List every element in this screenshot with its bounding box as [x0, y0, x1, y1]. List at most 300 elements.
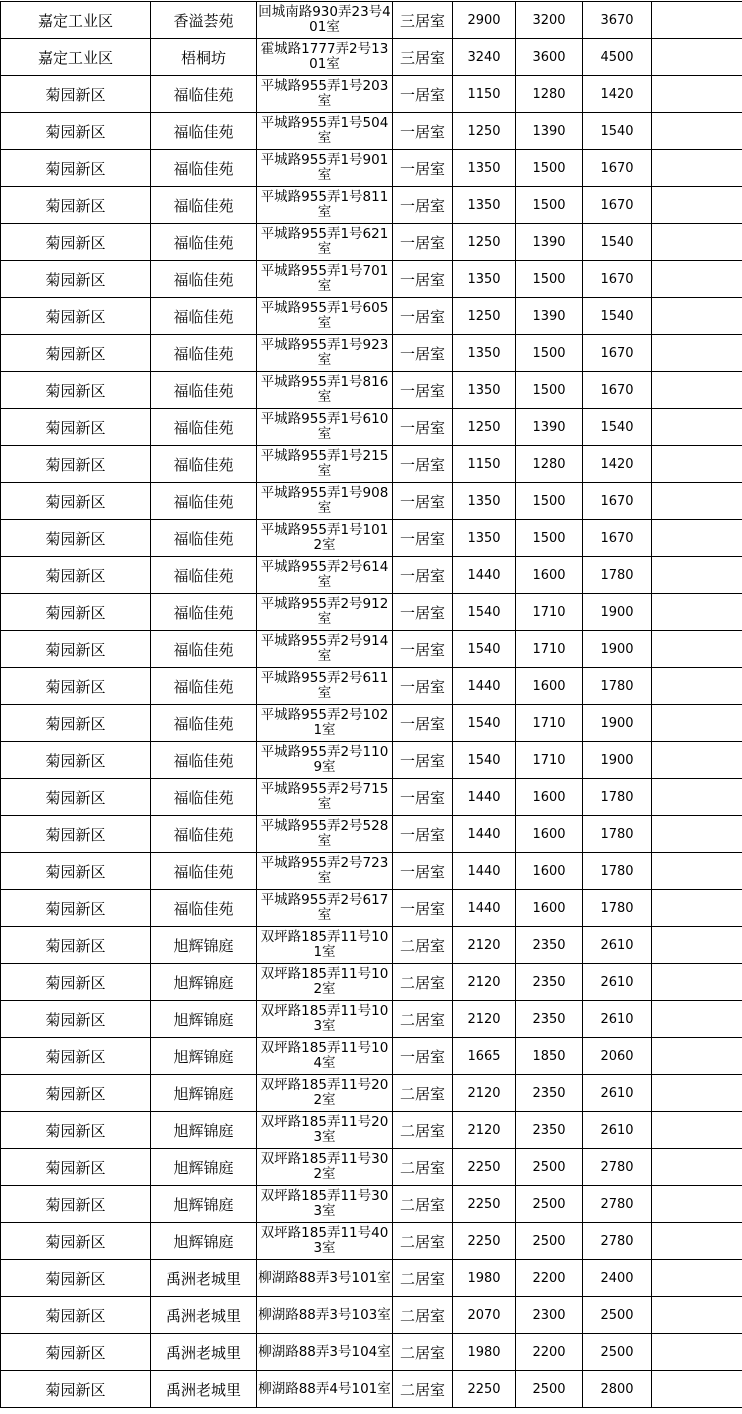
address-cell: 平城路955弄1号215室: [257, 446, 393, 483]
community-cell: 福临佳苑: [151, 187, 257, 224]
layout-cell: 二居室: [393, 1297, 453, 1334]
layout-cell: 一居室: [393, 150, 453, 187]
table-row: [1, 298, 742, 335]
community-cell: 福临佳苑: [151, 557, 257, 594]
empty-cell: [652, 890, 742, 927]
price-low-cell: 2250: [453, 1223, 516, 1260]
price-low-cell: 1980: [453, 1334, 516, 1371]
community-cell: 福临佳苑: [151, 705, 257, 742]
layout-cell: 一居室: [393, 483, 453, 520]
community-cell: 香溢荟苑: [151, 2, 257, 39]
area-cell: 菊园新区: [1, 187, 151, 224]
community-cell: 旭辉锦庭: [151, 964, 257, 1001]
layout-cell: 二居室: [393, 1186, 453, 1223]
empty-cell: [652, 927, 742, 964]
area-cell: 嘉定工业区: [1, 39, 151, 76]
empty-cell: [652, 557, 742, 594]
layout-cell: 二居室: [393, 1223, 453, 1260]
address-cell: 双坪路185弄11号202室: [257, 1075, 393, 1112]
area-cell: 菊园新区: [1, 927, 151, 964]
community-cell: 禹洲老城里: [151, 1260, 257, 1297]
empty-cell: [652, 39, 742, 76]
empty-cell: [652, 483, 742, 520]
empty-cell: [652, 2, 742, 39]
community-cell: 禹洲老城里: [151, 1297, 257, 1334]
area-cell: 菊园新区: [1, 1297, 151, 1334]
area-cell: 菊园新区: [1, 1371, 151, 1408]
address-cell: 双坪路185弄11号303室: [257, 1186, 393, 1223]
table-row: [1, 187, 742, 224]
price-low-cell: 1150: [453, 76, 516, 113]
table-row: [1, 150, 742, 187]
area-cell: 菊园新区: [1, 1260, 151, 1297]
price-high-cell: 1780: [583, 890, 652, 927]
price-high-cell: 2500: [583, 1334, 652, 1371]
price-high-cell: 2610: [583, 927, 652, 964]
address-cell: 双坪路185弄11号302室: [257, 1149, 393, 1186]
table-row: [1, 927, 742, 964]
layout-cell: 二居室: [393, 1371, 453, 1408]
layout-cell: 一居室: [393, 446, 453, 483]
address-cell: 双坪路185弄11号203室: [257, 1112, 393, 1149]
layout-cell: 一居室: [393, 853, 453, 890]
price-mid-cell: 3200: [516, 2, 583, 39]
address-cell: 双坪路185弄11号101室: [257, 927, 393, 964]
area-cell: 菊园新区: [1, 964, 151, 1001]
table-row: [1, 409, 742, 446]
empty-cell: [652, 298, 742, 335]
table-row: [1, 1186, 742, 1223]
empty-cell: [652, 409, 742, 446]
price-low-cell: 2120: [453, 1075, 516, 1112]
community-cell: 禹洲老城里: [151, 1371, 257, 1408]
price-high-cell: 1540: [583, 113, 652, 150]
table-row: [1, 742, 742, 779]
price-low-cell: 1350: [453, 520, 516, 557]
price-low-cell: 1440: [453, 779, 516, 816]
empty-cell: [652, 187, 742, 224]
area-cell: 菊园新区: [1, 594, 151, 631]
community-cell: 福临佳苑: [151, 594, 257, 631]
price-low-cell: 2120: [453, 964, 516, 1001]
price-low-cell: 1250: [453, 409, 516, 446]
table-row: [1, 261, 742, 298]
empty-cell: [652, 668, 742, 705]
community-cell: 旭辉锦庭: [151, 1001, 257, 1038]
area-cell: 菊园新区: [1, 298, 151, 335]
community-cell: 福临佳苑: [151, 520, 257, 557]
community-cell: 福临佳苑: [151, 372, 257, 409]
address-cell: 双坪路185弄11号403室: [257, 1223, 393, 1260]
address-cell: 霍城路1777弄2号1301室: [257, 39, 393, 76]
table-row: [1, 779, 742, 816]
price-mid-cell: 2300: [516, 1297, 583, 1334]
price-high-cell: 1780: [583, 557, 652, 594]
table-row: [1, 668, 742, 705]
address-cell: 柳湖路88弄3号104室: [257, 1334, 393, 1371]
price-low-cell: 2120: [453, 1001, 516, 1038]
price-mid-cell: 1390: [516, 113, 583, 150]
price-low-cell: 1440: [453, 668, 516, 705]
table-row: [1, 446, 742, 483]
layout-cell: 二居室: [393, 927, 453, 964]
price-high-cell: 1900: [583, 594, 652, 631]
community-cell: 福临佳苑: [151, 742, 257, 779]
address-cell: 平城路955弄1号908室: [257, 483, 393, 520]
address-cell: 双坪路185弄11号103室: [257, 1001, 393, 1038]
layout-cell: 一居室: [393, 520, 453, 557]
price-low-cell: 2900: [453, 2, 516, 39]
address-cell: 柳湖路88弄3号103室: [257, 1297, 393, 1334]
community-cell: 旭辉锦庭: [151, 1186, 257, 1223]
table-row: [1, 113, 742, 150]
community-cell: 福临佳苑: [151, 335, 257, 372]
community-cell: 福临佳苑: [151, 113, 257, 150]
price-high-cell: 2780: [583, 1223, 652, 1260]
price-mid-cell: 1710: [516, 705, 583, 742]
empty-cell: [652, 816, 742, 853]
community-cell: 旭辉锦庭: [151, 1112, 257, 1149]
address-cell: 平城路955弄2号528室: [257, 816, 393, 853]
table-row: [1, 1149, 742, 1186]
empty-cell: [652, 705, 742, 742]
table-row: [1, 816, 742, 853]
layout-cell: 一居室: [393, 335, 453, 372]
address-cell: 平城路955弄1号203室: [257, 76, 393, 113]
table-row: [1, 557, 742, 594]
price-high-cell: 1780: [583, 816, 652, 853]
area-cell: 菊园新区: [1, 668, 151, 705]
layout-cell: 一居室: [393, 557, 453, 594]
layout-cell: 一居室: [393, 594, 453, 631]
table-row: [1, 1371, 742, 1408]
price-low-cell: 1350: [453, 335, 516, 372]
price-low-cell: 1350: [453, 261, 516, 298]
price-mid-cell: 1390: [516, 224, 583, 261]
community-cell: 福临佳苑: [151, 409, 257, 446]
price-high-cell: 1670: [583, 483, 652, 520]
price-mid-cell: 1500: [516, 335, 583, 372]
area-cell: 菊园新区: [1, 779, 151, 816]
community-cell: 福临佳苑: [151, 446, 257, 483]
price-low-cell: 1665: [453, 1038, 516, 1075]
price-mid-cell: 1500: [516, 261, 583, 298]
price-high-cell: 1900: [583, 705, 652, 742]
price-mid-cell: 2200: [516, 1334, 583, 1371]
area-cell: 菊园新区: [1, 1001, 151, 1038]
price-mid-cell: 3600: [516, 39, 583, 76]
price-mid-cell: 1600: [516, 890, 583, 927]
price-low-cell: 2120: [453, 927, 516, 964]
table-row: [1, 1297, 742, 1334]
area-cell: 菊园新区: [1, 1038, 151, 1075]
area-cell: 菊园新区: [1, 1075, 151, 1112]
price-mid-cell: 1280: [516, 76, 583, 113]
price-mid-cell: 1710: [516, 742, 583, 779]
table-row: [1, 631, 742, 668]
price-high-cell: 2610: [583, 1001, 652, 1038]
empty-cell: [652, 594, 742, 631]
price-low-cell: 2120: [453, 1112, 516, 1149]
price-mid-cell: 2500: [516, 1371, 583, 1408]
price-mid-cell: 2200: [516, 1260, 583, 1297]
price-high-cell: 1670: [583, 520, 652, 557]
empty-cell: [652, 853, 742, 890]
layout-cell: 一居室: [393, 298, 453, 335]
empty-cell: [652, 261, 742, 298]
address-cell: 平城路955弄2号611室: [257, 668, 393, 705]
price-low-cell: 1350: [453, 150, 516, 187]
empty-cell: [652, 1186, 742, 1223]
area-cell: 菊园新区: [1, 890, 151, 927]
price-high-cell: 2800: [583, 1371, 652, 1408]
price-low-cell: 2250: [453, 1149, 516, 1186]
layout-cell: 一居室: [393, 742, 453, 779]
community-cell: 福临佳苑: [151, 816, 257, 853]
price-low-cell: 1250: [453, 298, 516, 335]
price-high-cell: 1670: [583, 335, 652, 372]
area-cell: 菊园新区: [1, 1334, 151, 1371]
layout-cell: 一居室: [393, 113, 453, 150]
layout-cell: 三居室: [393, 2, 453, 39]
layout-cell: 一居室: [393, 890, 453, 927]
price-mid-cell: 1500: [516, 372, 583, 409]
price-high-cell: 1540: [583, 224, 652, 261]
price-mid-cell: 2350: [516, 1075, 583, 1112]
price-mid-cell: 1500: [516, 150, 583, 187]
area-cell: 菊园新区: [1, 705, 151, 742]
price-high-cell: 1900: [583, 742, 652, 779]
price-low-cell: 1250: [453, 224, 516, 261]
layout-cell: 二居室: [393, 964, 453, 1001]
price-high-cell: 1900: [583, 631, 652, 668]
price-high-cell: 2400: [583, 1260, 652, 1297]
address-cell: 平城路955弄2号715室: [257, 779, 393, 816]
price-low-cell: 1980: [453, 1260, 516, 1297]
area-cell: 菊园新区: [1, 1149, 151, 1186]
empty-cell: [652, 631, 742, 668]
area-cell: 菊园新区: [1, 1112, 151, 1149]
address-cell: 柳湖路88弄3号101室: [257, 1260, 393, 1297]
community-cell: 旭辉锦庭: [151, 1149, 257, 1186]
layout-cell: 一居室: [393, 261, 453, 298]
empty-cell: [652, 150, 742, 187]
community-cell: 福临佳苑: [151, 261, 257, 298]
price-high-cell: 1420: [583, 76, 652, 113]
address-cell: 平城路955弄2号614室: [257, 557, 393, 594]
community-cell: 福临佳苑: [151, 668, 257, 705]
layout-cell: 一居室: [393, 1038, 453, 1075]
layout-cell: 一居室: [393, 705, 453, 742]
price-high-cell: 1780: [583, 668, 652, 705]
empty-cell: [652, 446, 742, 483]
price-mid-cell: 2500: [516, 1186, 583, 1223]
price-low-cell: 1540: [453, 742, 516, 779]
table-body: [1, 2, 742, 1408]
table-row: [1, 1112, 742, 1149]
table-row: [1, 39, 742, 76]
price-low-cell: 1350: [453, 187, 516, 224]
address-cell: 平城路955弄2号723室: [257, 853, 393, 890]
price-mid-cell: 1500: [516, 520, 583, 557]
price-high-cell: 1670: [583, 150, 652, 187]
table-row: [1, 372, 742, 409]
price-high-cell: 1540: [583, 298, 652, 335]
layout-cell: 一居室: [393, 668, 453, 705]
area-cell: 菊园新区: [1, 113, 151, 150]
price-mid-cell: 2500: [516, 1149, 583, 1186]
area-cell: 嘉定工业区: [1, 2, 151, 39]
table-row: [1, 964, 742, 1001]
area-cell: 菊园新区: [1, 261, 151, 298]
price-high-cell: 2500: [583, 1297, 652, 1334]
community-cell: 福临佳苑: [151, 890, 257, 927]
price-high-cell: 2610: [583, 1075, 652, 1112]
empty-cell: [652, 224, 742, 261]
layout-cell: 二居室: [393, 1075, 453, 1112]
price-mid-cell: 2500: [516, 1223, 583, 1260]
empty-cell: [652, 964, 742, 1001]
address-cell: 平城路955弄1号1012室: [257, 520, 393, 557]
price-high-cell: 1670: [583, 187, 652, 224]
price-low-cell: 1540: [453, 594, 516, 631]
layout-cell: 一居室: [393, 631, 453, 668]
price-low-cell: 1350: [453, 372, 516, 409]
price-high-cell: 2060: [583, 1038, 652, 1075]
area-cell: 菊园新区: [1, 76, 151, 113]
table-row: [1, 890, 742, 927]
table-row: [1, 1075, 742, 1112]
price-low-cell: 1250: [453, 113, 516, 150]
price-high-cell: 1780: [583, 779, 652, 816]
layout-cell: 二居室: [393, 1001, 453, 1038]
price-mid-cell: 1710: [516, 594, 583, 631]
empty-cell: [652, 1001, 742, 1038]
price-mid-cell: 2350: [516, 927, 583, 964]
empty-cell: [652, 1038, 742, 1075]
address-cell: 柳湖路88弄4号101室: [257, 1371, 393, 1408]
price-mid-cell: 1600: [516, 816, 583, 853]
empty-cell: [652, 1223, 742, 1260]
price-mid-cell: 2350: [516, 1001, 583, 1038]
layout-cell: 一居室: [393, 816, 453, 853]
area-cell: 菊园新区: [1, 150, 151, 187]
price-mid-cell: 1600: [516, 853, 583, 890]
table-row: [1, 705, 742, 742]
table-row: [1, 853, 742, 890]
empty-cell: [652, 372, 742, 409]
area-cell: 菊园新区: [1, 446, 151, 483]
address-cell: 平城路955弄1号923室: [257, 335, 393, 372]
address-cell: 平城路955弄2号914室: [257, 631, 393, 668]
community-cell: 旭辉锦庭: [151, 927, 257, 964]
empty-cell: [652, 1112, 742, 1149]
area-cell: 菊园新区: [1, 816, 151, 853]
address-cell: 平城路955弄1号605室: [257, 298, 393, 335]
area-cell: 菊园新区: [1, 224, 151, 261]
address-cell: 双坪路185弄11号102室: [257, 964, 393, 1001]
price-low-cell: 2070: [453, 1297, 516, 1334]
community-cell: 禹洲老城里: [151, 1334, 257, 1371]
empty-cell: [652, 1334, 742, 1371]
address-cell: 回城南路930弄23号401室: [257, 2, 393, 39]
price-mid-cell: 1600: [516, 779, 583, 816]
price-low-cell: 3240: [453, 39, 516, 76]
community-cell: 福临佳苑: [151, 298, 257, 335]
layout-cell: 二居室: [393, 1149, 453, 1186]
price-mid-cell: 2350: [516, 964, 583, 1001]
community-cell: 福临佳苑: [151, 779, 257, 816]
price-low-cell: 1540: [453, 705, 516, 742]
address-cell: 平城路955弄1号701室: [257, 261, 393, 298]
price-high-cell: 2780: [583, 1149, 652, 1186]
community-cell: 福临佳苑: [151, 224, 257, 261]
price-mid-cell: 1390: [516, 298, 583, 335]
price-mid-cell: 1600: [516, 668, 583, 705]
address-cell: 平城路955弄2号1021室: [257, 705, 393, 742]
price-high-cell: 2780: [583, 1186, 652, 1223]
area-cell: 菊园新区: [1, 742, 151, 779]
price-mid-cell: 2350: [516, 1112, 583, 1149]
price-mid-cell: 1600: [516, 557, 583, 594]
area-cell: 菊园新区: [1, 1223, 151, 1260]
empty-cell: [652, 1149, 742, 1186]
address-cell: 平城路955弄1号811室: [257, 187, 393, 224]
empty-cell: [652, 520, 742, 557]
price-mid-cell: 1500: [516, 187, 583, 224]
table-row: [1, 1223, 742, 1260]
address-cell: 平城路955弄1号610室: [257, 409, 393, 446]
empty-cell: [652, 1371, 742, 1408]
price-high-cell: 1540: [583, 409, 652, 446]
table-row: [1, 224, 742, 261]
price-mid-cell: 1710: [516, 631, 583, 668]
layout-cell: 一居室: [393, 224, 453, 261]
price-high-cell: 4500: [583, 39, 652, 76]
price-mid-cell: 1280: [516, 446, 583, 483]
price-low-cell: 1150: [453, 446, 516, 483]
price-low-cell: 1440: [453, 816, 516, 853]
rental-listing-table: [0, 1, 742, 1408]
empty-cell: [652, 742, 742, 779]
area-cell: 菊园新区: [1, 409, 151, 446]
empty-cell: [652, 1075, 742, 1112]
layout-cell: 一居室: [393, 76, 453, 113]
area-cell: 菊园新区: [1, 372, 151, 409]
price-mid-cell: 1390: [516, 409, 583, 446]
price-high-cell: 2610: [583, 964, 652, 1001]
price-low-cell: 2250: [453, 1186, 516, 1223]
price-low-cell: 1440: [453, 557, 516, 594]
table-row: [1, 520, 742, 557]
empty-cell: [652, 779, 742, 816]
layout-cell: 一居室: [393, 779, 453, 816]
empty-cell: [652, 76, 742, 113]
price-high-cell: 1670: [583, 372, 652, 409]
community-cell: 福临佳苑: [151, 853, 257, 890]
price-low-cell: 1540: [453, 631, 516, 668]
layout-cell: 二居室: [393, 1260, 453, 1297]
table-row: [1, 335, 742, 372]
table-row: [1, 1334, 742, 1371]
price-low-cell: 1440: [453, 853, 516, 890]
community-cell: 福临佳苑: [151, 150, 257, 187]
price-low-cell: 1350: [453, 483, 516, 520]
layout-cell: 一居室: [393, 409, 453, 446]
empty-cell: [652, 1297, 742, 1334]
address-cell: 平城路955弄1号621室: [257, 224, 393, 261]
area-cell: 菊园新区: [1, 335, 151, 372]
